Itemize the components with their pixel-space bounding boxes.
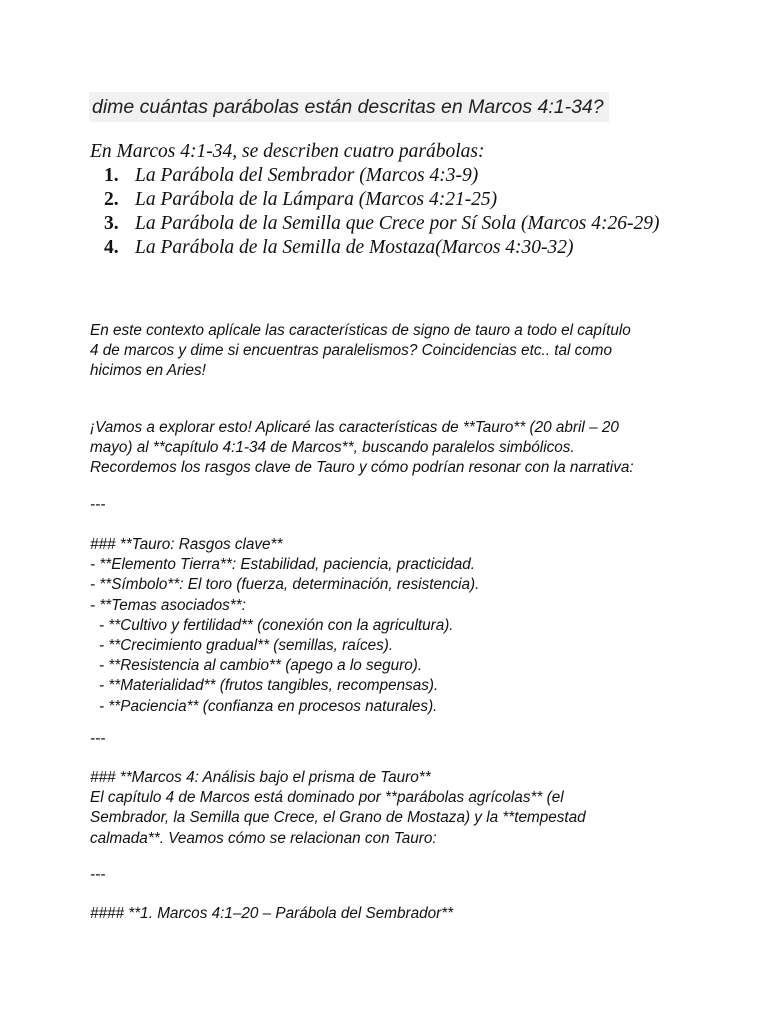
list-item (90, 236, 730, 260)
list-item: - **Paciencia** (confianza en procesos naturales). (99, 697, 438, 715)
list-item (90, 212, 730, 236)
text-line: El capítulo 4 de Marcos está dominado por **parábolas agrícolas** (el (90, 789, 564, 807)
list-number: 4. (104, 237, 119, 258)
text-line: Recordemos los rasgos clave de Tauro y cómo podrían resonar con la narrativa: (90, 459, 634, 477)
list-item: - **Crecimiento gradual** (semillas, raíces). (99, 637, 394, 655)
list-item (90, 164, 730, 188)
text-line: ¡Vamos a explorar esto! Aplicaré las características de **Tauro** (20 abril – 20 (90, 419, 619, 436)
list-item-text: La Parábola de la Semilla de Mostaza(Marcos 4:30-32) (135, 237, 574, 258)
answer-intro: En Marcos 4:1-34, se describen cuatro parábolas: (90, 141, 485, 162)
text-line: hicimos en Aries! (90, 362, 206, 380)
section-heading: ### **Tauro: Rasgos clave** (90, 536, 283, 553)
separator: --- (90, 496, 106, 513)
section-heading-sembrador: #### **1. Marcos 4:1–20 – Parábola del Sembrador** (90, 905, 454, 922)
list-item: - **Temas asociados**: (90, 596, 246, 614)
list-item: - **Cultivo y fertilidad** (conexión con la agricultura). (99, 616, 454, 634)
list-item-text: La Parábola del Sembrador (Marcos 4:3-9) (135, 165, 479, 186)
separator: --- (90, 730, 106, 747)
text-line: En este contexto aplícale las características de signo de tauro a todo el capítulo (90, 322, 631, 339)
response-intro (90, 418, 710, 479)
list-item (90, 188, 730, 212)
parables-answer (90, 140, 730, 260)
list-number: 3. (104, 213, 119, 234)
list-number: 1. (104, 165, 119, 186)
list-item-text: La Parábola de la Lámpara (Marcos 4:21-25) (135, 189, 498, 210)
text-line: mayo) al **capítulo 4:1-34 de Marcos**, buscando paralelos simbólicos. (90, 439, 575, 457)
section-heading: ### **Marcos 4: Análisis bajo el prisma de Tauro** (90, 769, 431, 786)
list-item-text: La Parábola de la Semilla que Crece por Sí Sola (Marcos 4:26-29) (135, 213, 660, 234)
list-item: - **Materialidad** (frutos tangibles, recompensas). (99, 677, 439, 695)
text-line: Sembrador, la Semilla que Crece, el Grano de Mostaza) y la **tempestad (90, 809, 586, 827)
user-prompt-tauro (90, 321, 710, 382)
marcos-analysis-section (90, 768, 710, 849)
separator: --- (90, 866, 106, 883)
list-item: - **Resistencia al cambio** (apego a lo seguro). (99, 657, 423, 675)
tauro-traits-section (90, 535, 710, 717)
list-item: - **Símbolo**: El toro (fuerza, determinación, resistencia). (90, 576, 480, 594)
user-question: dime cuántas parábolas están descritas en Marcos 4:1-34? (89, 92, 609, 122)
parables-list (90, 164, 730, 260)
list-item: - **Elemento Tierra**: Estabilidad, paciencia, practicidad. (90, 556, 476, 574)
text-line: 4 de marcos y dime si encuentras paralelismos? Coincidencias etc.. tal como (90, 342, 613, 360)
list-number: 2. (104, 189, 119, 210)
text-line: calmada**. Veamos cómo se relacionan con Tauro: (90, 829, 437, 847)
